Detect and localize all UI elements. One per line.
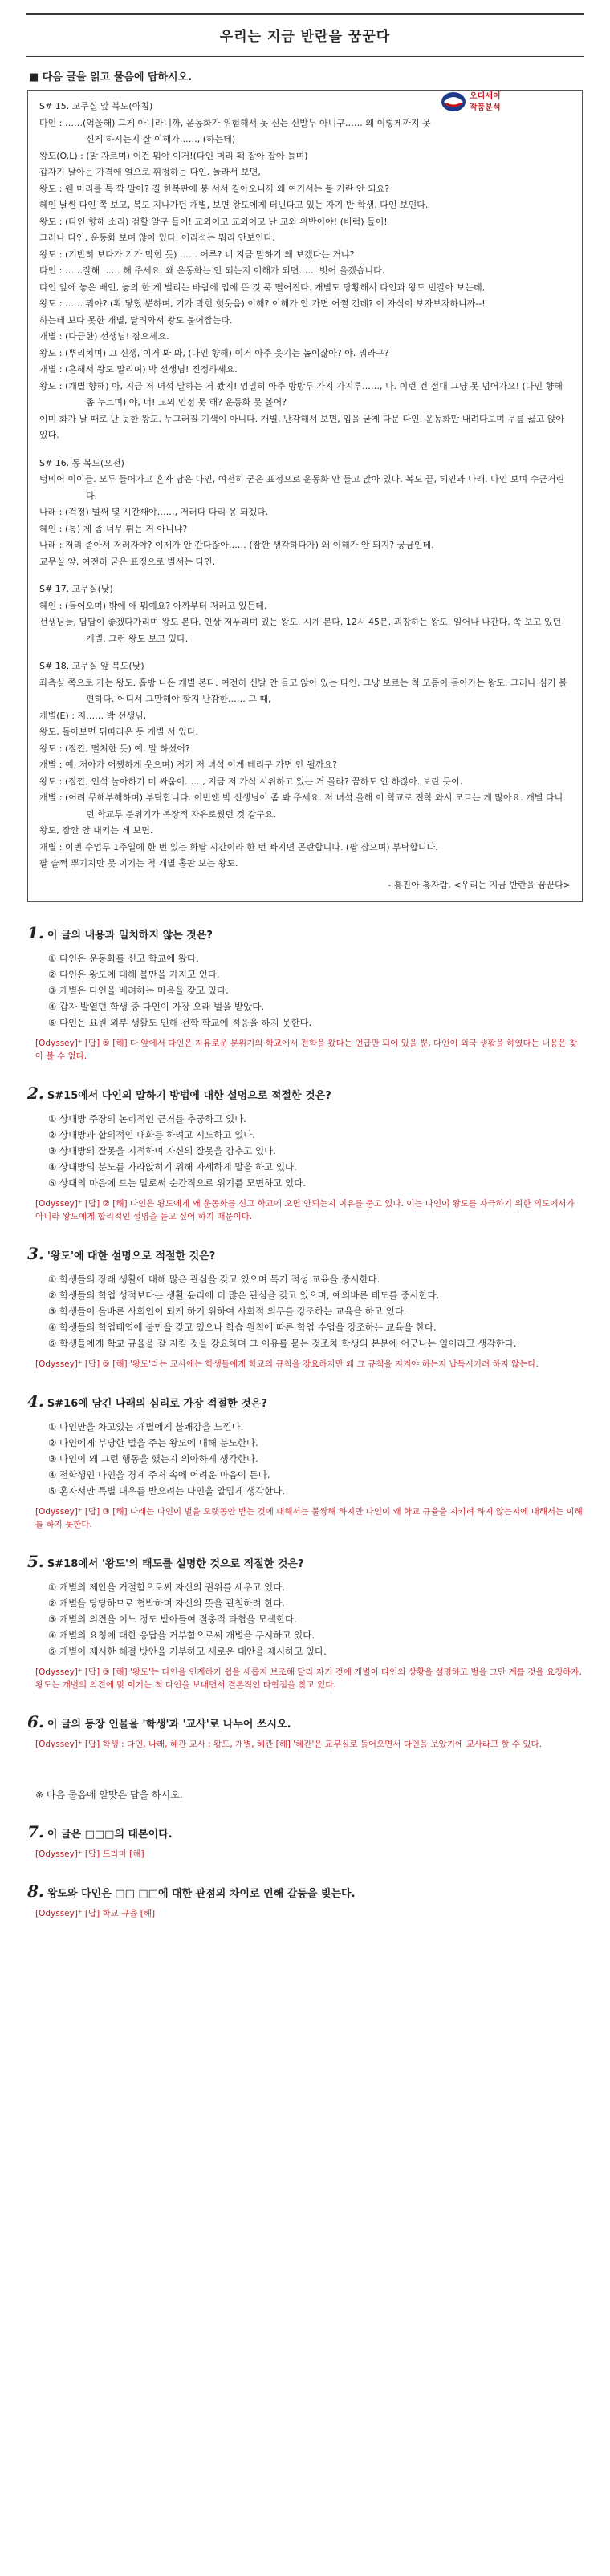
choice-item[interactable]: ② 학생들의 학업 성적보다는 생활 윤리에 더 많은 관심을 갖고 있으며, 예의바른 태도를 중시한다. [48,1290,440,1301]
choice-list [48,1579,583,1659]
passage-line: 교무실 앞, 여전히 굳은 표정으로 벌서는 다인. [39,556,216,567]
question-list [10,923,600,1751]
passage-line: 왕도 : …… 뭐야? (확 닿혔 뿐하며, 기가 막힌 헛웃음) 이해? 이해가 안 가면 어쩔 건데? 이 자식이 보자보자하니까--! [39,298,486,309]
answer-explanation: [Odyssey]⁺ [답] ⑤ [해] 다 앞에서 다인은 자유로운 분위기의 학교에서 전학을 왔다는 언급만 되어 있을 뿐, 다인이 외국 생활을 하였다는 내용은 찾아 볼 수 없다. [35,1039,578,1061]
passage-line: 왕도 : (다인 향해 소리) 검할 알구 들어! 교외이고 교외이고 난 교외 위반이야! (버럭) 들어! [39,216,388,227]
passage-line: 팔 슬쩍 뿌기지만 못 이기는 척 개별 홀판 보는 왕도. [39,858,238,869]
choice-item[interactable]: ① 다인만을 차고있는 개별에게 불쾌감을 느낀다. [48,1421,244,1432]
passage-line: 왕도 : (뿌리치며) 끄 신생, 이거 봐 봐, (다인 향해) 이거 아주 웃기는 놈이잖아? 야. 뭐라구? [39,347,389,358]
choice-item[interactable]: ① 학생들의 장래 생활에 대해 많은 관심을 갖고 있으며 특기 적성 교육을 중시한다. [48,1274,380,1285]
question-heading [27,1391,583,1411]
choice-item[interactable]: ③ 개별은 다인을 배려하는 마음을 갖고 있다. [48,985,229,996]
passage-line: 개별 : 이번 수업두 1주일에 한 번 있는 화탈 시간이라 한 번 빠지면 곤란합니다. (팔 잡으며) 부탁합니다. [39,841,438,853]
answer-explanation: [Odyssey]⁺ [답] ② [해] 다인은 왕도에게 왜 운동화를 신고 학교에 오면 안되는지 이유를 묻고 있다. 이는 다인이 왕도를 자극하기 위한 의도에서가 아니라 왕도에게 합리적인 설명을 듣고 싶어 하기 때문이다. [35,1199,575,1221]
question-number: 2. [27,1083,44,1103]
choice-list [48,950,583,1031]
logo-text-1: 오디세이 [470,92,501,101]
scene-heading: S# 16. 동 복도(오전) [39,457,124,468]
question-number: 4. [27,1391,44,1411]
question-text: S#16에 담긴 나래의 심리로 가장 적절한 것은? [47,1398,267,1410]
choice-item[interactable]: ③ 개별의 의견을 어느 정도 받아들여 절충적 타협을 모색한다. [48,1614,297,1625]
passage-line: 하는데 보다 못한 개별, 달려와서 왕도 붙어잡는다. [39,314,233,326]
logo-text-2: 작품분석 [470,103,501,112]
question-number: 8. [27,1881,44,1901]
choice-item[interactable]: ④ 전학생인 다인을 경계 주저 속에 어려운 마음이 든다. [48,1469,270,1480]
question-block [27,1083,583,1223]
logo-icon [439,84,523,119]
question-heading [27,1881,583,1901]
short-answer-list [10,1822,600,1920]
answer-explanation: [Odyssey]⁺ [답] 드라마 [해] [35,1849,144,1859]
passage-line: 나래 : (걱정) 벌써 몇 시간째야……, 저러다 다리 몽 되겠다. [39,507,269,517]
choice-item[interactable]: ① 상대방 주장의 논리적인 근거를 추궁하고 있다. [48,1113,246,1124]
choice-item[interactable]: ③ 학생들이 올바른 사회인이 되게 하기 위하여 사회적 의무를 강조하는 교육을 하고 있다. [48,1306,407,1317]
question-number: 3. [27,1244,44,1263]
question-number: 6. [27,1712,44,1732]
question-heading [27,1552,583,1571]
choice-item[interactable]: ⑤ 개별이 제시한 해결 방안을 거부하고 새로운 대안을 제시하고 있다. [48,1646,327,1657]
passage-line: 왕도(O.L) : (말 자르며) 이건 뭐야 이거!(다인 머리 홱 잡아 잡아 틀며) [39,150,308,161]
question-block [27,1552,583,1691]
choice-item[interactable]: ⑤ 다인은 요원 외부 생활도 인해 전학 학교에 적응을 하지 못한다. [48,1017,312,1028]
passage-line: 이미 화가 날 때로 난 듯한 왕도. 누그러질 기색이 아니다. 개별, 난감해서 보면, 입을 굳게 다문 다인. 운동화만 내려다보며 무릎 꿇고 앉아 있다. [39,413,565,440]
choice-item[interactable]: ② 개별을 당당하므로 협박하며 자신의 뜻을 관철하려 한다. [48,1598,286,1609]
choice-item[interactable]: ① 개별의 제안을 거절함으로써 자신의 권위를 세우고 있다. [48,1582,286,1593]
question-number: 1. [27,923,44,942]
passage-line: 혜인 : (들어오며) 밖에 애 뭐예요? 아까부터 저러고 있든데. [39,600,267,611]
question-text: S#15에서 다인의 말하기 방법에 대한 설명으로 적절한 것은? [47,1090,331,1102]
choice-item[interactable]: ④ 상대방의 분노를 가라앉히기 위해 자세하게 말을 하고 있다. [48,1161,297,1173]
question-block [27,923,583,1063]
choice-item[interactable]: ④ 개별의 요청에 대한 응답을 거부함으로써 개별을 무시하고 있다. [48,1630,315,1641]
choice-item[interactable]: ⑤ 상대의 마음에 드는 말로써 순간적으로 위기를 모면하고 있다. [48,1177,306,1189]
question-block [27,1712,583,1751]
question-number: 7. [27,1822,44,1841]
choice-item[interactable]: ⑤ 학생들에게 학교 규율을 잘 지킬 것을 강요하며 그 이유를 묻는 것조차 학생의 본분에 어긋나는 일이라고 생각한다. [48,1338,517,1349]
passage-line: 혜인 날씬 다인 쪽 보고, 복도 지나가던 개별, 보면 왕도에게 터닌다고 있는 자기 반 학생. 다인 보인다. [39,200,429,210]
passage-line: 개별(E) : 저…… 박 선생님, [39,710,147,721]
question-block [27,1881,583,1920]
question-block [27,1822,583,1861]
passage-line: 왕도 : 웬 머리를 톡 깍 말아? 길 한복판에 붕 서서 길아오니까 왜 여기서는 볼 거란 안 되요? [39,183,390,194]
choice-item[interactable]: ① 다인은 운동화를 신고 학교에 왔다. [48,953,199,964]
question-block [27,1244,583,1371]
answer-explanation: [Odyssey]⁺ [답] 학생 : 다인, 나래, 혜관 교사 : 왕도, 개별, 혜관 [해] '혜관'은 교무실로 들어오면서 다인을 보았기에 교사라고 할 수 있다. [35,1740,542,1749]
passage-source: - 홍진아 홍자람, <우리는 지금 반란을 꿈꾼다> [388,879,571,890]
choice-item[interactable]: ③ 상대방의 잘못을 지적하며 자신의 잘못을 감추고 있다. [48,1145,276,1156]
choice-list [48,1419,583,1499]
passage-box [27,90,583,902]
passage-lines [39,99,571,893]
scene-heading: S# 15. 교무실 앞 복도(아침) [39,101,153,111]
passage-line: 왕도, 돌아보면 뒤따라온 듯 개별 서 있다. [39,727,198,737]
question-heading [27,1712,583,1732]
odyssey-logo [439,84,523,119]
passage-line: 개별 : (흔해서 왕도 말리며) 박 선생님! 진정하세요. [39,364,238,375]
choice-item[interactable]: ② 다인은 왕도에 대해 불만을 가지고 있다. [48,969,220,980]
short-answer-note: ※ 다음 물음에 알맞은 답을 하시오. [35,1789,183,1800]
passage-line: 나래 : 저리 좀아서 저러자야? 이제가 안 간다잖아…… (잠깐 생각하다가) 왜 이해가 안 되지? 궁금인데. [39,540,434,550]
scene-heading: S# 17. 교무실(낮) [39,584,113,594]
question-heading [27,1822,583,1841]
choice-item[interactable]: ③ 다인이 왜 그런 행동을 했는지 의아하게 생각한다. [48,1453,258,1464]
passage-line: 갑자기 날아든 가격에 얼으로 휘청하는 다인. 놀라서 보면, [39,167,261,177]
passage-line: 혜인 : (통) 제 좀 너무 튀는 거 아니냐? [39,523,188,534]
passage-line: 선생님들, 답답이 좋겠다가리며 왕도 본다. 인상 저푸리며 있는 왕도. 시계 본다. 12시 45분. 괴장하는 왕도. 일어나 나간다. 쪽 보고 있던 개별. 그런 왕도 보고 있다. [39,617,562,644]
passage-line: 다인 : ……잘해 …… 해 주세요. 왜 운동화는 안 되는지 이해가 되면…… 벗어 올겠습니다. [39,265,385,276]
choice-item[interactable]: ⑤ 혼자서만 특별 대우를 받으려는 다인을 얄밉게 생각한다. [48,1485,286,1497]
choice-item[interactable]: ④ 학생들의 학업태엽에 불만을 갖고 있으나 학습 원칙에 따른 학업 수업을 강조하는 교육을 한다. [48,1322,437,1333]
passage-line: 왕도 : (기반히 보다가 기가 막힌 듯) …… 어루? 너 지금 말하기 왜 보겠다는 거냐? [39,249,355,260]
question-heading [27,1083,583,1103]
passage-line: 그러나 다인, 운동화 보며 않아 있다. 어리석는 뭐리 안보인다. [39,233,275,243]
passage-line: 다인 앞에 놓은 배인, 놓의 한 게 벌리는 바람에 입에 뜬 것 푹 떨어진다. 개별도 당황해서 다인과 왕도 번갈아 보는데, [39,281,486,293]
passage-line: 왕도 : (잠깐, 인석 놀아하기 미 싸움이……, 지금 저 가식 시위하고 있는 거 몰라? 꿈하도 안 하잖아. 보란 듯이. [39,776,463,787]
instruction: ■ 다음 글을 읽고 물음에 답하시오. [29,71,193,83]
passage-line: 텅비어 이이들. 모두 들어가고 혼자 남은 다인, 여전히 굳은 표정으로 운동화 안 들고 앉아 있다. 복도 끝, 혜인과 나래. 다인 보며 수군거린다. [39,474,565,501]
passage-line: 개별 : (다급한) 선생님! 잠으세요. [39,331,169,342]
answer-explanation: [Odyssey]⁺ [답] 학교 규율 [해] [35,1909,156,1918]
passage-line: 왕도, 잠깐 안 내키는 게 보면. [39,825,153,836]
passage-line: 좌측실 쪽으로 가는 왕도. 홀방 나온 개별 본다. 여전히 신발 안 들고 앉아 있는 다인. 그냥 보르는 척 모통이 돌아가는 왕도. 그러나 심기 불편하다. 어디서 그만해야 할지 난감한…… 그 때, [39,677,567,704]
question-heading [27,923,583,942]
choice-item[interactable]: ② 상대방과 합의적인 대화를 하려고 시도하고 있다. [48,1129,256,1140]
passage-line: 개별 : (어려 무해부해하며) 부탁합니다. 이번엔 박 선생님이 좀 봐 주세요. 저 녀석 올해 이 학교로 전학 와서 모르는 게 많아요. 개별 다니던 학교두 분위기가 복장적 자유로웠던 것 같구요. [39,792,563,820]
question-block [27,1391,583,1531]
passage-line: 왕도 : (개별 향해) 아, 지금 저 녀석 말하는 거 봤지! 엄밀히 아주 방방두 가지 가지루……, 나. 이런 건 절대 그냥 못 넘어가요! (다인 향해 좀 누르며) 야, 너! 교외 인정 못 해? 운동화 못 볼어? [39,380,563,407]
choice-item[interactable]: ④ 갑자 발열던 학생 중 다인이 가장 오래 벌을 받았다. [48,1001,265,1012]
question-text: '왕도'에 대한 설명으로 적절한 것은? [47,1250,216,1262]
passage-line: 다인 : ……(억울해) 그게 아니라니까, 운동화가 위험해서 못 신는 신발두 아니구…… 왜 이렇게까지 못 신게 하시는지 잘 이해가……, (하는데) [39,117,431,144]
question-text: 이 글의 내용과 일치하지 않는 것은? [47,930,213,942]
choice-list [48,1271,583,1351]
question-text: S#18에서 '왕도'의 태도를 설명한 것으로 적절한 것은? [47,1558,304,1570]
worksheet-page [0,13,610,1920]
answer-explanation: [Odyssey]⁺ [답] ③ [해] '왕도'는 다인을 인계하기 쉽을 새롭지 보조해 달라 자기 것에 개별이 다인의 상황을 설명하고 벌을 그만 계를 것을 요청하자, 왕도는 개별의 의견에 맞 이기는 척 다인을 보내면서 결론적인 타협점을 찾고 있다. [35,1667,582,1690]
question-heading [27,1244,583,1263]
choice-item[interactable]: ② 다인에게 부당한 벌을 주는 왕도에 대해 분노한다. [48,1437,258,1448]
page-title: 우리는 지금 반란을 꿈꾼다 [26,13,584,57]
choice-list [48,1111,583,1191]
answer-explanation: [Odyssey]⁺ [답] ③ [해] 나래는 다인이 벌을 오랫동안 받는 것에 대해서는 불쌍해 하지만 다인이 왜 학교 규율을 지키려 하지 않는지에 대해서는 이해를 하지 못한다. [35,1507,583,1529]
question-text: 왕도와 다인은 □□ □□에 대한 관점의 차이로 인해 갈등을 빚는다. [47,1888,356,1900]
question-number: 5. [27,1552,44,1571]
passage-line: 개별 : 예, 저아가 어쨌하게 웃으며) 저기 저 녀석 이게 테리구 가면 안 될까요? [39,759,337,770]
scene-heading: S# 18. 교무실 앞 복도(낮) [39,661,144,671]
question-text: 이 글의 등장 인물을 '학생'과 '교사'로 나누어 쓰시오. [47,1719,291,1731]
question-text: 이 글은 □□□의 대본이다. [47,1829,173,1841]
answer-explanation: [Odyssey]⁺ [답] ⑤ [해] '왕도'라는 교사에는 학생들에게 학교의 규칙을 강요하지만 왜 그 규칙을 지켜야 하는지 납득시키려 하지 않는다. [35,1359,539,1369]
passage-line: 왕도 : (잠깐, 떨쳐한 듯) 예, 말 하셨어? [39,743,190,754]
